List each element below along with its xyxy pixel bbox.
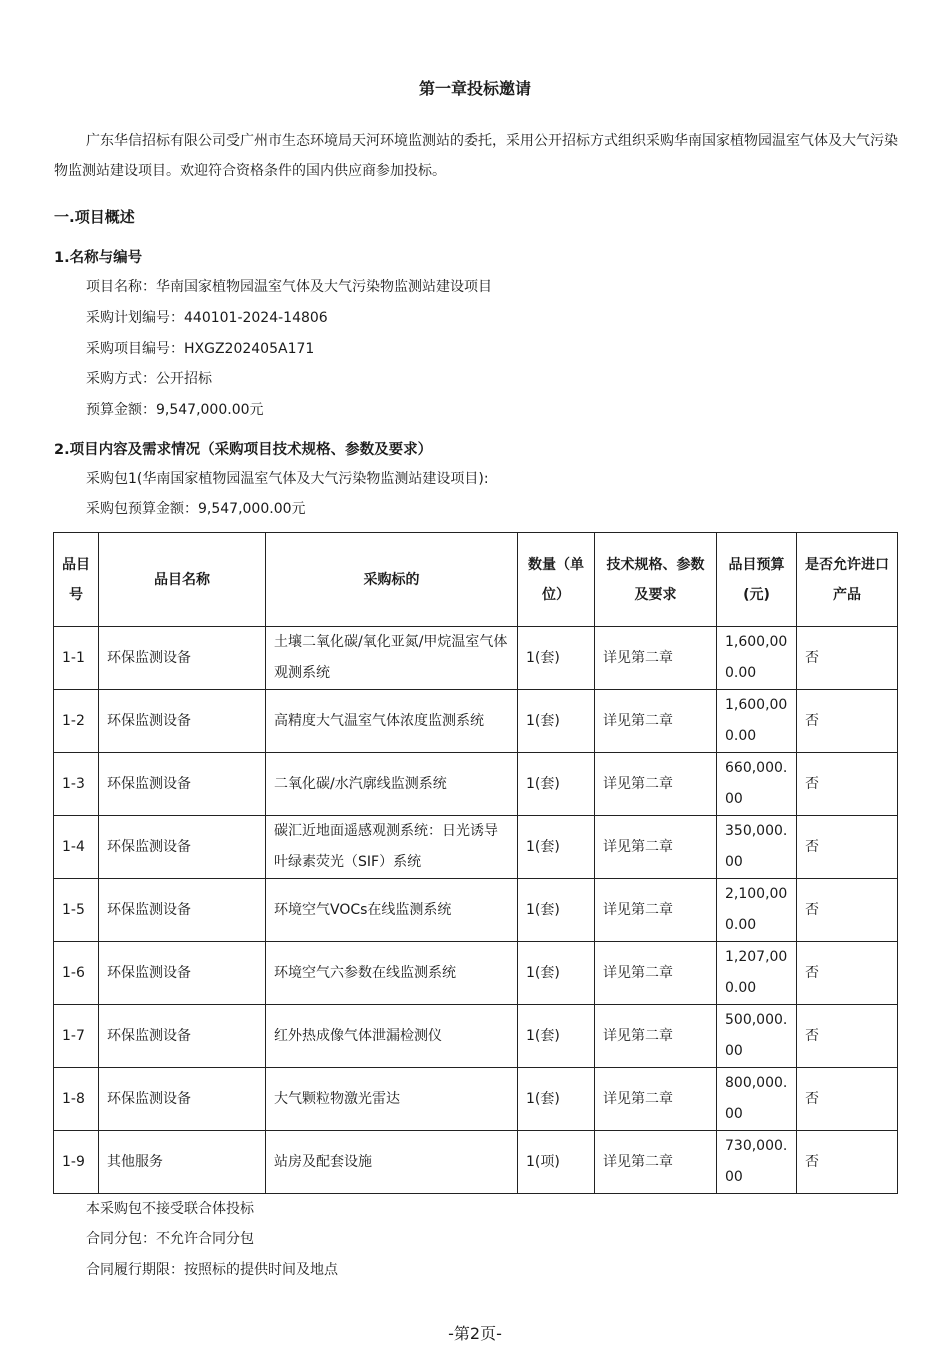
cell-item: 碳汇近地面遥感观测系统：日光诱导叶绿素荧光（SIF）系统 xyxy=(266,816,518,879)
page-number: -第2页- xyxy=(448,1324,502,1343)
section-heading-overview: 一.项目概述 xyxy=(54,208,135,226)
cell-budget: 730,000.00 xyxy=(717,1131,797,1194)
table-row xyxy=(54,1068,898,1131)
cell-budget: 660,000.00 xyxy=(717,753,797,816)
table-row xyxy=(54,1005,898,1068)
cell-code: 1-5 xyxy=(54,879,99,942)
cell-quantity: 1(套) xyxy=(518,753,595,816)
cell-code: 1-2 xyxy=(54,690,99,753)
cell-category: 其他服务 xyxy=(99,1131,266,1194)
cell-budget: 1,207,000.00 xyxy=(717,942,797,1005)
cell-code: 1-1 xyxy=(54,627,99,690)
table-row xyxy=(54,690,898,753)
cell-quantity: 1(套) xyxy=(518,690,595,753)
cell-item: 高精度大气温室气体浓度监测系统 xyxy=(266,690,518,753)
cell-budget: 1,600,000.00 xyxy=(717,690,797,753)
cell-category: 环保监测设备 xyxy=(99,690,266,753)
note-subcontract: 合同分包：不允许合同分包 xyxy=(86,1231,254,1247)
cell-quantity: 1(套) xyxy=(518,879,595,942)
cell-import: 否 xyxy=(797,1131,898,1194)
header-category: 品目名称 xyxy=(99,533,266,627)
cell-import: 否 xyxy=(797,816,898,879)
header-quantity: 数量（单位） xyxy=(518,533,595,627)
cell-item: 红外热成像气体泄漏检测仪 xyxy=(266,1005,518,1068)
cell-import: 否 xyxy=(797,1068,898,1131)
cell-item: 环境空气六参数在线监测系统 xyxy=(266,942,518,1005)
cell-budget: 1,600,000.00 xyxy=(717,627,797,690)
cell-quantity: 1(套) xyxy=(518,627,595,690)
header-budget: 品目预算(元) xyxy=(717,533,797,627)
cell-code: 1-9 xyxy=(54,1131,99,1194)
table-header-row xyxy=(54,533,898,627)
chapter-title: 第一章投标邀请 xyxy=(418,79,531,98)
cell-spec: 详见第二章 xyxy=(595,942,717,1005)
table-row xyxy=(54,1131,898,1194)
table-row xyxy=(54,879,898,942)
cell-quantity: 1(套) xyxy=(518,1005,595,1068)
table-row xyxy=(54,753,898,816)
cell-item: 土壤二氧化碳/氧化亚氮/甲烷温室气体观测系统 xyxy=(266,627,518,690)
procurement-method: 采购方式：公开招标 xyxy=(86,371,212,387)
header-item: 采购标的 xyxy=(266,533,518,627)
cell-code: 1-7 xyxy=(54,1005,99,1068)
cell-budget: 500,000.00 xyxy=(717,1005,797,1068)
package-budget: 采购包预算金额：9,547,000.00元 xyxy=(86,501,306,517)
subheading-name-number: 1.名称与编号 xyxy=(54,250,143,266)
budget-amount: 预算金额：9,547,000.00元 xyxy=(86,402,264,418)
cell-spec: 详见第二章 xyxy=(595,627,717,690)
cell-code: 1-8 xyxy=(54,1068,99,1131)
cell-code: 1-3 xyxy=(54,753,99,816)
cell-quantity: 1(套) xyxy=(518,1068,595,1131)
cell-spec: 详见第二章 xyxy=(595,1131,717,1194)
cell-category: 环保监测设备 xyxy=(99,816,266,879)
cell-item: 环境空气VOCs在线监测系统 xyxy=(266,879,518,942)
cell-category: 环保监测设备 xyxy=(99,627,266,690)
note-consortium: 本采购包不接受联合体投标 xyxy=(86,1201,254,1217)
cell-budget: 2,100,000.00 xyxy=(717,879,797,942)
header-spec: 技术规格、参数及要求 xyxy=(595,533,717,627)
cell-category: 环保监测设备 xyxy=(99,879,266,942)
note-performance-period: 合同履行期限：按照标的提供时间及地点 xyxy=(86,1262,338,1278)
header-import: 是否允许进口产品 xyxy=(797,533,898,627)
subheading-content-requirements: 2.项目内容及需求情况（采购项目技术规格、参数及要求） xyxy=(54,442,433,458)
cell-item: 站房及配套设施 xyxy=(266,1131,518,1194)
cell-import: 否 xyxy=(797,753,898,816)
cell-budget: 800,000.00 xyxy=(717,1068,797,1131)
cell-import: 否 xyxy=(797,627,898,690)
table-row xyxy=(54,942,898,1005)
package-name: 采购包1(华南国家植物园温室气体及大气污染物监测站建设项目): xyxy=(86,471,489,487)
table-row xyxy=(54,816,898,879)
cell-quantity: 1(套) xyxy=(518,816,595,879)
cell-import: 否 xyxy=(797,1005,898,1068)
cell-category: 环保监测设备 xyxy=(99,942,266,1005)
cell-spec: 详见第二章 xyxy=(595,816,717,879)
cell-import: 否 xyxy=(797,879,898,942)
cell-quantity: 1(项) xyxy=(518,1131,595,1194)
cell-code: 1-6 xyxy=(54,942,99,1005)
cell-category: 环保监测设备 xyxy=(99,753,266,816)
cell-spec: 详见第二章 xyxy=(595,1068,717,1131)
project-number: 采购项目编号：HXGZ202405A171 xyxy=(86,341,315,357)
cell-spec: 详见第二章 xyxy=(595,690,717,753)
cell-spec: 详见第二章 xyxy=(595,879,717,942)
plan-number: 采购计划编号：440101-2024-14806 xyxy=(86,310,328,326)
items-table xyxy=(53,532,898,1194)
cell-quantity: 1(套) xyxy=(518,942,595,1005)
header-code: 品目号 xyxy=(54,533,99,627)
cell-spec: 详见第二章 xyxy=(595,1005,717,1068)
cell-spec: 详见第二章 xyxy=(595,753,717,816)
project-name: 项目名称：华南国家植物园温室气体及大气污染物监测站建设项目 xyxy=(86,279,492,295)
cell-category: 环保监测设备 xyxy=(99,1068,266,1131)
cell-budget: 350,000.00 xyxy=(717,816,797,879)
cell-code: 1-4 xyxy=(54,816,99,879)
cell-item: 大气颗粒物激光雷达 xyxy=(266,1068,518,1131)
intro-paragraph: 广东华信招标有限公司受广州市生态环境局天河环境监测站的委托，采用公开招标方式组织采购华南国家植物园温室气体及大气污染物监测站建设项目。欢迎符合资格条件的国内供应商参加投标。 xyxy=(54,133,898,179)
cell-category: 环保监测设备 xyxy=(99,1005,266,1068)
cell-item: 二氧化碳/水汽廓线监测系统 xyxy=(266,753,518,816)
cell-import: 否 xyxy=(797,942,898,1005)
table-row xyxy=(54,627,898,690)
cell-import: 否 xyxy=(797,690,898,753)
